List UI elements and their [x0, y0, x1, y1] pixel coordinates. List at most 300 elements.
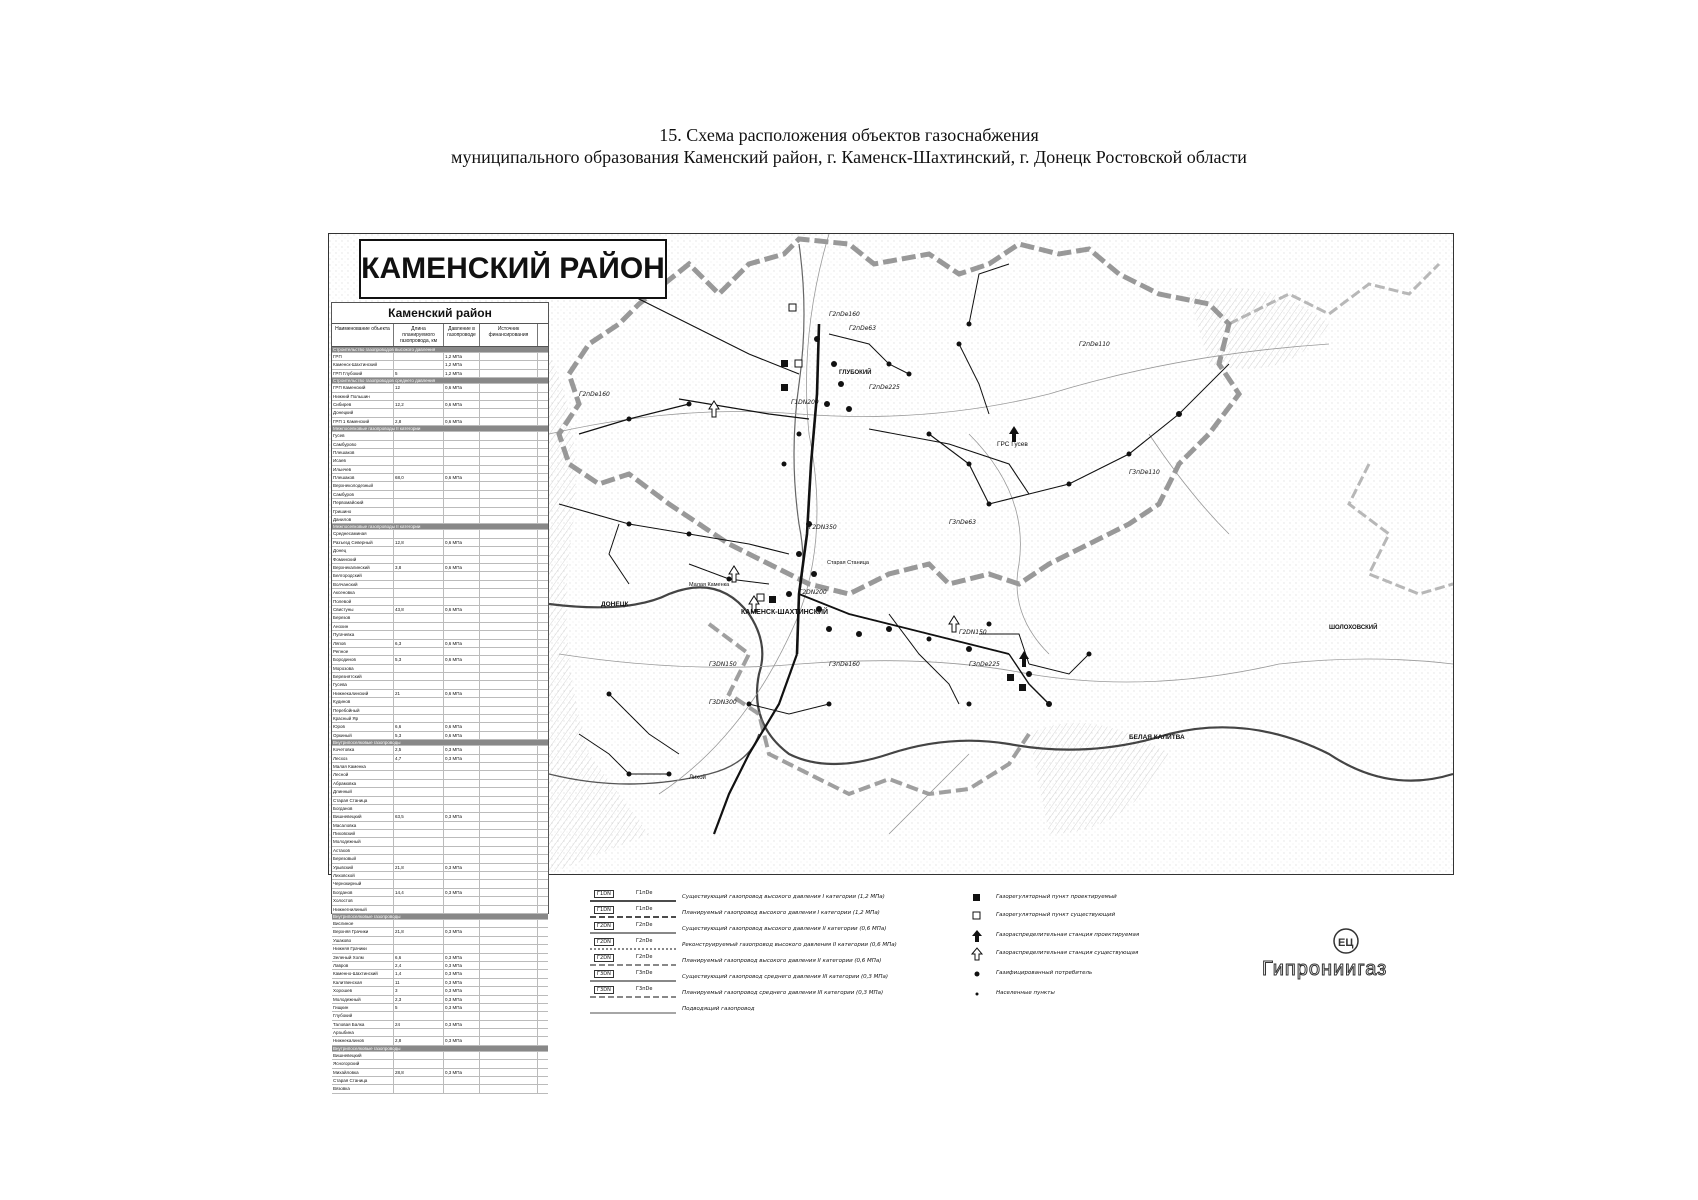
table-cell-name: Данилов [332, 516, 394, 523]
table-cell-source [480, 508, 538, 515]
table-cell-source [480, 690, 538, 697]
table-row [332, 547, 548, 555]
table-cell-p [444, 855, 480, 862]
place-kamensk: КАМЕНСК-ШАХТИНСКИЙ [741, 609, 829, 616]
table-row [332, 830, 548, 838]
table-cell-len [394, 631, 444, 638]
table-cell-source [480, 370, 538, 377]
legend-symbol-text: Газораспределительная станция существующая [996, 950, 1139, 956]
table-cell-name: Плешаков [332, 474, 394, 481]
table-row [332, 945, 548, 953]
table-cell-name: Плешаков [332, 449, 394, 456]
table-cell-source [480, 401, 538, 408]
grp-planned [1019, 684, 1026, 691]
table-cell-p: 0,6 МПа [444, 401, 480, 408]
table-cell-source [480, 937, 538, 944]
table-cell-p [444, 530, 480, 537]
big-dot-icon [970, 966, 984, 980]
table-cell-len: 3 [394, 987, 444, 994]
table-cell-len: 6,3 [394, 640, 444, 647]
table-cell-len [394, 508, 444, 515]
table-cell-p [444, 614, 480, 621]
grp-planned [781, 360, 788, 367]
table-cell-source [480, 830, 538, 837]
legend-line-item [590, 1002, 755, 1016]
table-cell-name: Глубокий [332, 1012, 394, 1019]
table-cell-name: Оркиный [332, 732, 394, 739]
table-cell-p [444, 499, 480, 506]
table-cell-p [444, 763, 480, 770]
table-body [332, 347, 548, 1094]
grp-planned [781, 384, 788, 391]
table-cell-p [444, 920, 480, 927]
table-cell-source [480, 432, 538, 439]
table-cell-p: 0,3 МПа [444, 987, 480, 994]
pipe-label: Г2DN150 [959, 629, 987, 636]
table-row [332, 564, 548, 572]
table-cell-len [394, 409, 444, 416]
table-cell-name: Каменно-Шахтинский [332, 970, 394, 977]
table-cell-source [480, 631, 538, 638]
legend-code-a: Г2DN [594, 922, 614, 930]
table-cell-source [480, 474, 538, 481]
table-cell-name: Ляпов [332, 640, 394, 647]
table-cell-name: Белгородский [332, 572, 394, 579]
table-row [332, 880, 548, 888]
pipe-label: Г3пDe225 [969, 661, 1000, 668]
table-cell-len: 1,4 [394, 970, 444, 977]
legend-symbol-item [970, 890, 1117, 904]
table-row [332, 432, 548, 440]
table-cell-len: 21,8 [394, 864, 444, 871]
table-cell-name: Хорошев [332, 987, 394, 994]
table-cell-p [444, 441, 480, 448]
table-cell-name: Первомайский [332, 499, 394, 506]
legend-code-a: Г2DN [594, 954, 614, 962]
legend-code-b: Г2пDe [636, 938, 653, 944]
table-row [332, 707, 548, 715]
table-cell-len: 43,8 [394, 606, 444, 613]
table-cell-name: Березов [332, 614, 394, 621]
legend-line-item [590, 954, 881, 968]
table-cell-name: Репное [332, 648, 394, 655]
table-cell-name: Чернокирный [332, 880, 394, 887]
table-cell-name: Среднесаминая [332, 530, 394, 537]
table-cell-source [480, 384, 538, 391]
table-cell-source [480, 640, 538, 647]
table-cell-source [480, 1004, 538, 1011]
table-cell-name: Лесной [332, 771, 394, 778]
pipe-label: Г3пDe63 [949, 519, 977, 526]
legend-code-a: Г3DN [594, 970, 614, 978]
table-cell-name: Урывский [332, 864, 394, 871]
hollow-arrow-icon [970, 946, 984, 960]
column-header: Длина планируемого газопровода, км [394, 324, 444, 346]
table-cell-name: Свистуны [332, 606, 394, 613]
place-staraya-stanitsa: Старая Станица [827, 560, 869, 566]
table-row [332, 648, 548, 656]
table-cell-name: Масаловка [332, 822, 394, 829]
table-cell-p [444, 1029, 480, 1036]
table-cell-source [480, 920, 538, 927]
table-row [332, 1077, 548, 1085]
table-cell-source [480, 564, 538, 571]
table-cell-name: Красный Яр [332, 715, 394, 722]
table-cell-p [444, 945, 480, 952]
legend-line-symbol [590, 986, 676, 1000]
table-cell-p [444, 1077, 480, 1084]
table-cell-len: 12,2 [394, 401, 444, 408]
table-cell-p [444, 482, 480, 489]
table-cell-name: Юров [332, 723, 394, 730]
table-row [332, 482, 548, 490]
table-cell-source [480, 589, 538, 596]
table-cell-p: 0,6 МПа [444, 732, 480, 739]
table-cell-source [480, 855, 538, 862]
table-row [332, 855, 548, 863]
table-cell-source [480, 623, 538, 630]
table-cell-source [480, 864, 538, 871]
table-row [332, 690, 548, 698]
place-donetsk: ДОНЕЦК [601, 601, 629, 608]
hollow-square-icon [970, 908, 984, 922]
table-cell-source [480, 1029, 538, 1036]
table-cell-len: 63,5 [394, 813, 444, 820]
place-malaya-kamenka: Малая Каменка [689, 582, 730, 588]
table-cell-source [480, 928, 538, 935]
legend-symbol-text: Газифицированный потребитель [996, 970, 1093, 976]
table-cell-source [480, 763, 538, 770]
table-cell-name: ГРП [332, 353, 394, 360]
table-cell-name: Гищкин [332, 1004, 394, 1011]
table-row [332, 889, 548, 897]
table-row [332, 780, 548, 788]
table-cell-source [480, 409, 538, 416]
legend-symbol-text: Населенные пункты [996, 990, 1055, 996]
table-row [332, 673, 548, 681]
table-cell-p: 0,3 МПа [444, 962, 480, 969]
table-row [332, 556, 548, 564]
table-cell-p [444, 432, 480, 439]
table-cell-name: Таловая Балка [332, 1021, 394, 1028]
table-cell-name: Сибирев [332, 401, 394, 408]
table-cell-len: 3,8 [394, 564, 444, 571]
table-cell-p [444, 508, 480, 515]
table-cell-len: 5,3 [394, 656, 444, 663]
table-cell-name: Астахов [332, 847, 394, 854]
table-cell-name: Лесхоз [332, 755, 394, 762]
table-cell-p [444, 516, 480, 523]
table-cell-source [480, 732, 538, 739]
table-cell-len [394, 937, 444, 944]
place-belaya-kalitva: БЕЛАЯ КАЛИТВА [1129, 734, 1185, 741]
table-cell-source [480, 822, 538, 829]
table-cell-len [394, 530, 444, 537]
table-cell-source [480, 945, 538, 952]
table-cell-p [444, 847, 480, 854]
legend-code-b: Г1пDe [636, 906, 653, 912]
table-cell-source [480, 656, 538, 663]
table-title: Каменский район [332, 303, 548, 324]
table-row [332, 409, 548, 417]
table-row [332, 715, 548, 723]
table-cell-p [444, 631, 480, 638]
table-cell-p [444, 589, 480, 596]
table-cell-name: Нижнекалинский [332, 690, 394, 697]
table-cell-source [480, 987, 538, 994]
table-cell-source [480, 880, 538, 887]
table-cell-name: Верхнеколодезный [332, 482, 394, 489]
table-cell-source [480, 516, 538, 523]
section-title: Строительство газопроводов среднего давления [333, 378, 436, 384]
table-cell-source [480, 499, 538, 506]
table-cell-len: 68,0 [394, 474, 444, 481]
table-cell-name: Перебойный [332, 707, 394, 714]
table-cell-p [444, 665, 480, 672]
table-header [332, 324, 548, 347]
place-glubokiy: ГЛУБОКИЙ [839, 370, 872, 376]
table-cell-source [480, 466, 538, 473]
table-cell-name: Зеленый Холм [332, 954, 394, 961]
table-row [332, 530, 548, 538]
table-row [332, 864, 548, 872]
pipe-label: Г2пDe160 [579, 391, 610, 398]
table-cell-source [480, 457, 538, 464]
grp-planned [769, 596, 776, 603]
table-cell-len: 2,8 [394, 1037, 444, 1044]
legend-line-text: Существующий газопровод высокого давления I категории (1,2 МПа) [682, 894, 885, 900]
table-cell-source [480, 1037, 538, 1044]
table-cell-len: 6,6 [394, 723, 444, 730]
legend-line-symbol [590, 890, 676, 904]
table-cell-len [394, 698, 444, 705]
pipe-label: Г2DN200 [799, 589, 827, 596]
table-cell-len [394, 805, 444, 812]
table-cell-source [480, 572, 538, 579]
table-cell-source [480, 1077, 538, 1084]
table-row [332, 640, 548, 648]
table-row [332, 361, 548, 369]
table-row [332, 401, 548, 409]
table-cell-len [394, 1012, 444, 1019]
pipe-label: Г2пDe110 [1079, 341, 1110, 348]
table-row [332, 723, 548, 731]
pipe-label: Г1DN200 [791, 399, 819, 406]
table-cell-len [394, 581, 444, 588]
table-cell-p: 0,6 МПа [444, 656, 480, 663]
legend-symbol-item [970, 966, 1092, 980]
table-cell-p [444, 457, 480, 464]
table-cell-p [444, 838, 480, 845]
table-cell-name: Нижнегнилиный [332, 906, 394, 913]
table-cell-p: 0,3 МПа [444, 928, 480, 935]
table-cell-source [480, 838, 538, 845]
table-cell-source [480, 556, 538, 563]
table-cell-len: 5 [394, 370, 444, 377]
svg-text:ЕЦ: ЕЦ [1338, 937, 1354, 949]
table-row [332, 614, 548, 622]
table-row [332, 763, 548, 771]
table-cell-p: 1,2 МПа [444, 370, 480, 377]
legend-line-symbol [590, 938, 676, 952]
table-row [332, 813, 548, 821]
table-cell-name: Березнятский [332, 673, 394, 680]
table-cell-name: Нижнекалинов [332, 1037, 394, 1044]
table-row [332, 1004, 548, 1012]
pipe-label: Г2пDe160 [829, 311, 860, 318]
table-cell-len [394, 855, 444, 862]
table-cell-len [394, 1085, 444, 1092]
table-row [332, 746, 548, 754]
legend-line-symbol [590, 954, 676, 968]
table-row [332, 457, 548, 465]
table-cell-len: 21,8 [394, 928, 444, 935]
table-row [332, 954, 548, 962]
grp-existing [789, 304, 796, 311]
table-cell-name: Нижний Польшин [332, 393, 394, 400]
pipe-label: Г3пDe110 [1129, 469, 1160, 476]
table-row [332, 872, 548, 880]
legend-code-a: Г1DN [594, 906, 614, 914]
table-cell-name: Абрамовка [332, 780, 394, 787]
small-dot-icon [970, 986, 984, 1000]
legend-symbol-item [970, 928, 1139, 942]
table-cell-p: 0,6 МПа [444, 690, 480, 697]
table-cell-name: Самбуров [332, 491, 394, 498]
legend-line-text: Планируемый газопровод высокого давления II категории (0,6 МПа) [682, 958, 882, 964]
table-row [332, 384, 548, 392]
table-cell-source [480, 897, 538, 904]
table-cell-p [444, 805, 480, 812]
table-cell-p [444, 1012, 480, 1019]
table-row [332, 1052, 548, 1060]
table-row [332, 788, 548, 796]
table-cell-name: Длинный [332, 788, 394, 795]
table-row [332, 466, 548, 474]
table-row [332, 1029, 548, 1037]
table-cell-name: Вислиное [332, 920, 394, 927]
table-cell-p [444, 788, 480, 795]
table-cell-name: Пиховский [332, 830, 394, 837]
table-cell-source [480, 581, 538, 588]
table-cell-len [394, 547, 444, 554]
legend-symbol-text: Газорегуляторный пункт существующий [996, 912, 1116, 918]
table-cell-p: 0,3 МПа [444, 755, 480, 762]
table-cell-p [444, 681, 480, 688]
table-cell-name: Кудинов [332, 698, 394, 705]
table-cell-len: 12,8 [394, 539, 444, 546]
table-cell-p: 0,6 МПа [444, 474, 480, 481]
table-cell-name: Вязовка [332, 1085, 394, 1092]
table-cell-len [394, 491, 444, 498]
table-cell-name: Ясногорский [332, 1060, 394, 1067]
table-row [332, 1037, 548, 1045]
table-cell-p: 1,2 МПа [444, 361, 480, 368]
table-cell-source [480, 847, 538, 854]
table-cell-p [444, 698, 480, 705]
table-cell-len: 2,4 [394, 962, 444, 969]
pipe-label: Г3DN300 [709, 699, 737, 706]
table-cell-name: Вишневецкий [332, 1052, 394, 1059]
table-cell-source [480, 723, 538, 730]
table-cell-source [480, 491, 538, 498]
table-cell-len [394, 897, 444, 904]
legend-line-item [590, 938, 897, 952]
table-cell-p: 0,6 МПа [444, 723, 480, 730]
table-cell-p [444, 906, 480, 913]
table-row [332, 606, 548, 614]
table-row [332, 474, 548, 482]
table-cell-len [394, 872, 444, 879]
table-cell-name: Михайловка [332, 1069, 394, 1076]
table-cell-len [394, 763, 444, 770]
table-cell-name: Молодежный [332, 996, 394, 1003]
table-cell-source [480, 539, 538, 546]
table-cell-p: 0,6 МПа [444, 539, 480, 546]
pipe-label: Г3пDe160 [829, 661, 860, 668]
table-cell-source [480, 771, 538, 778]
table-cell-p: 0,3 МПа [444, 813, 480, 820]
table-cell-len [394, 1060, 444, 1067]
table-cell-len [394, 715, 444, 722]
table-cell-name: Ушаково [332, 937, 394, 944]
table-row [332, 1069, 548, 1077]
table-cell-len [394, 1029, 444, 1036]
table-cell-len [394, 466, 444, 473]
table-cell-name: Анохин [332, 623, 394, 630]
legend-symbol-item [970, 946, 1138, 960]
table-cell-name: Богданов [332, 805, 394, 812]
table-row [332, 797, 548, 805]
section-title: Внутрипоселковые газопроводы [333, 740, 401, 746]
legend-line-item [590, 986, 883, 1000]
table-row [332, 665, 548, 673]
table-cell-len: 14,4 [394, 889, 444, 896]
table-cell-len [394, 648, 444, 655]
table-cell-source [480, 1069, 538, 1076]
table-cell-len [394, 797, 444, 804]
legend-line-item [590, 922, 886, 936]
table-cell-source [480, 698, 538, 705]
table-cell-name: Верхняя Грачики [332, 928, 394, 935]
table-cell-len [394, 906, 444, 913]
table-row [332, 755, 548, 763]
legend-code-a: Г3DN [594, 986, 614, 994]
giproniigaz-logo [1262, 925, 1412, 985]
table-cell-name: Каменск-Шахтинский [332, 361, 394, 368]
table-cell-p [444, 449, 480, 456]
pipe-label: Г2пDe63 [849, 325, 877, 332]
table-cell-p: 0,3 МПа [444, 979, 480, 986]
table-row [332, 539, 548, 547]
pipe-label: Г3DN150 [709, 661, 737, 668]
table-cell-p: 0,6 МПа [444, 640, 480, 647]
table-row [332, 937, 548, 945]
table-cell-source [480, 530, 538, 537]
table-cell-p [444, 547, 480, 554]
legend-line-text: Реконструируемый газопровод высокого давления II категории (0,6 МПа) [682, 942, 897, 948]
table-cell-name: Холостов [332, 897, 394, 904]
table-cell-p [444, 393, 480, 400]
legend-code-a: Г1DN [594, 890, 614, 898]
table-cell-name: Малая Каменка [332, 763, 394, 770]
legend-symbol-item [970, 908, 1115, 922]
table-cell-p: 0,3 МПа [444, 1004, 480, 1011]
grp-planned [1007, 674, 1014, 681]
table-cell-source [480, 780, 538, 787]
table-cell-source [480, 889, 538, 896]
table-cell-source [480, 418, 538, 425]
